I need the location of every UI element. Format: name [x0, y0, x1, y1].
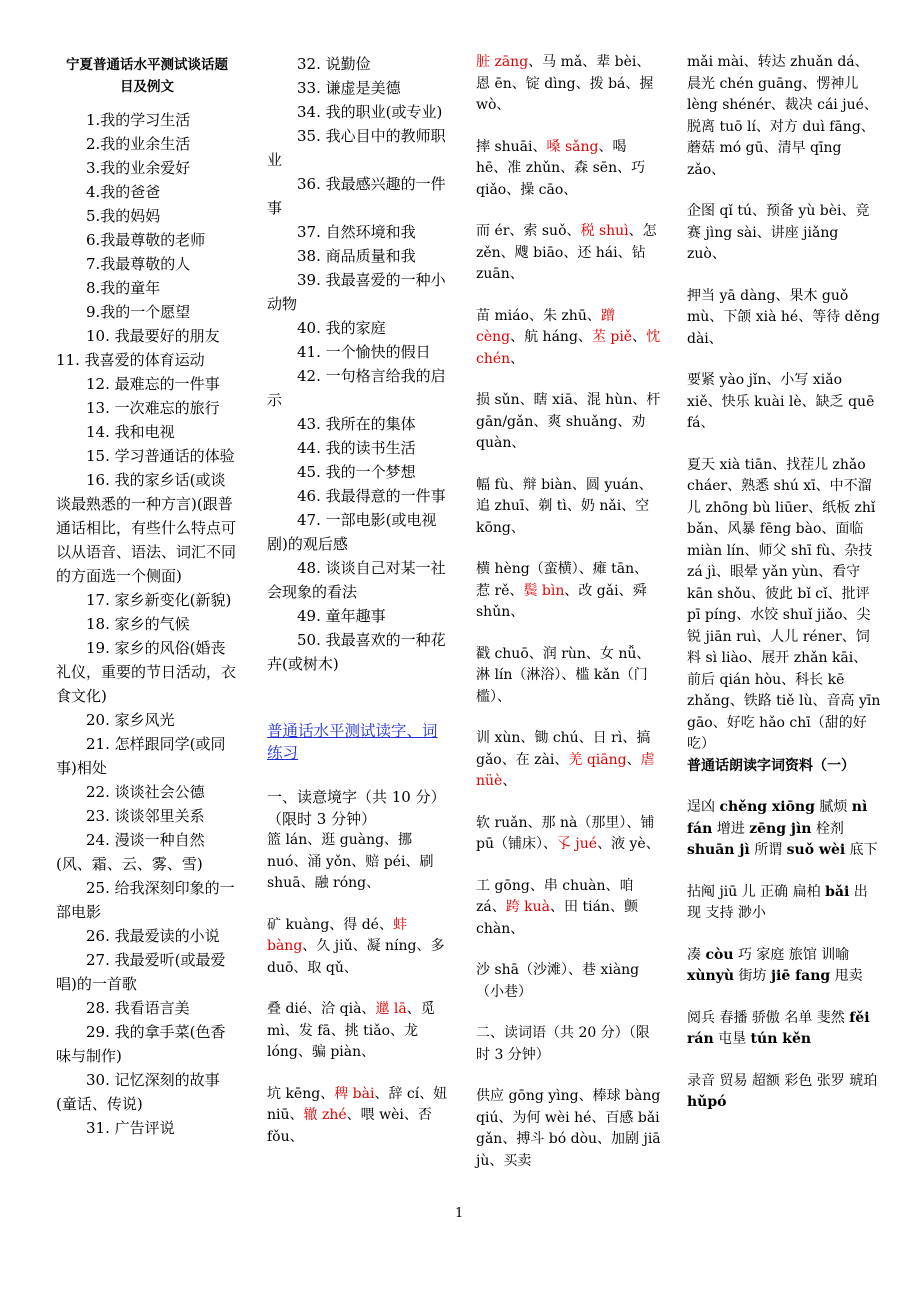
char-group	[476, 1023, 662, 1066]
topic-item: 46. 我最得意的一件事	[297, 487, 446, 505]
highlighted-char: 税 shuì	[580, 223, 629, 239]
word-group	[687, 1071, 881, 1114]
text-run: nì fán	[687, 799, 868, 837]
text-run: 凑	[687, 946, 706, 963]
char-group	[476, 644, 662, 709]
char-group	[476, 960, 662, 1003]
char-group	[267, 999, 449, 1064]
doc-title	[56, 54, 238, 98]
topic-item: 48. 谈谈自己对某一社会现象的看法	[267, 559, 446, 601]
text-run: 、改 gǎi、舜 shǔn、	[476, 582, 647, 620]
topic-item: 29. 我的拿手菜(色香味与制作)	[56, 1023, 226, 1065]
highlighted-char: 稗 bài	[334, 1085, 375, 1102]
text-run: 、马 mǎ、辈 bèi、恩 ēn、锭 dìng、拨 bá、握 wò、	[476, 54, 654, 113]
text-run: 、怎 zěn、飕 biāo、还 hái、钻 zuān、	[476, 223, 657, 282]
highlighted-char: 孓 jué	[556, 836, 598, 852]
topic-item: 6.我最尊敬的老师	[86, 231, 206, 249]
char-group	[267, 1084, 449, 1149]
topic-item: 19. 家乡的风俗(婚丧礼仪，重要的节日活动，衣食文化)	[56, 639, 237, 705]
topic-item: 42. 一句格言给我的启示	[267, 367, 446, 409]
column-3	[476, 52, 662, 1172]
topic-item: 15. 学习普通话的体验	[86, 447, 235, 465]
topic-item: 21. 怎样跟同学(或同事)相处	[56, 735, 226, 777]
text-run: 拈阄 jiū 儿 正确 扁柏	[687, 883, 826, 900]
text-run: 押当 yā dàng、果木 guǒ mù、下颌 xià hé、等待 děng dài、	[687, 287, 880, 347]
text-run: 、辞 cí、妞 niū、	[267, 1085, 448, 1123]
column-4	[687, 52, 881, 1114]
topic-item: 50. 我最喜欢的一种花卉(或树木)	[267, 631, 446, 673]
text-run: 工 gōng、串 chuàn、咱 zá、	[476, 877, 634, 915]
topic-item: 12. 最难忘的一件事	[86, 375, 220, 393]
text-run: 逞凶	[687, 799, 720, 815]
text-run: suǒ wèi	[786, 842, 846, 858]
text-run: jiē fang	[770, 968, 831, 984]
text-run: còu	[705, 946, 734, 963]
topic-list-1	[56, 108, 238, 1140]
text-run: shuān jì	[687, 842, 750, 858]
text-run: 横 hèng（蛮横）、瘫 tān、惹 rě、	[476, 561, 649, 599]
doc-title-line2: 目及例文	[120, 79, 174, 95]
char-group	[476, 390, 662, 455]
text-run: 、	[626, 751, 641, 768]
text-run: 、	[510, 350, 525, 367]
text-run: 出现 支持 渺小	[687, 883, 868, 921]
topic-item: 39. 我最喜爱的一种小动物	[267, 271, 446, 313]
word-group	[687, 882, 881, 925]
char-group	[476, 559, 662, 624]
text-run: 损 sǔn、瞎 xiā、混 hùn、杆 gān/gǎn、爽 shuǎng、劝 quàn、	[476, 392, 661, 451]
text-run: 街坊	[734, 968, 771, 984]
highlighted-char: 蹭 cèng	[476, 307, 615, 345]
text-run: 篮 lán、逛 guàng、挪 nuó、涌 yǒn、赔 péi、刷 shuā、融 róng、	[267, 832, 434, 891]
topic-item: 16. 我的家乡话(或谈谈最熟悉的一种方言)(跟普通话相比，有些什么特点可以从语音、语法、词汇不同的方面选一个侧面)	[56, 471, 237, 585]
text-run: 栓剂	[811, 820, 844, 837]
topic-item: 36. 我最感兴趣的一件事	[267, 175, 446, 217]
text-run: 、液 yè、	[597, 836, 660, 852]
highlighted-char: 羌 qiāng	[568, 751, 627, 768]
topic-item: 25. 给我深刻印象的一部电影	[56, 879, 235, 921]
topic-item: 2.我的业余生活	[86, 135, 191, 153]
text-run: 坑 kēng、	[267, 1085, 335, 1102]
topic-item: 8.我的童年	[86, 279, 161, 297]
text-run: 、喝 hē、准 zhǔn、森 sēn、巧 qiǎo、操 cāo、	[476, 138, 646, 198]
text-run: chěng xiōng	[719, 799, 815, 815]
text-run: 软 ruǎn、那 nà（那里）、铺 pū（铺床）、	[476, 814, 655, 852]
topic-item: 10. 我最要好的朋友	[86, 327, 220, 345]
word-group	[687, 945, 881, 988]
text-run: 、航 háng、	[510, 329, 592, 345]
section-heading: 普通话朗读字词资料（一）	[687, 757, 855, 774]
text-run: 所谓	[749, 842, 787, 858]
topic-item: 45. 我的一个梦想	[297, 463, 416, 481]
char-group	[476, 221, 662, 286]
text-run: 矿 kuàng、得 dé、	[267, 916, 393, 933]
char-group	[476, 728, 662, 793]
topic-item: 5.我的妈妈	[86, 207, 161, 225]
text-run: 戳 chuō、润 rùn、女 nǚ、淋 lín（淋浴）、槛 kǎn（门槛）、	[476, 645, 651, 705]
topic-item: 49. 童年趣事	[297, 607, 386, 625]
highlighted-char: 脏 zāng	[476, 54, 529, 70]
word-group	[687, 455, 881, 778]
text-run: 、	[502, 773, 517, 789]
topic-item: 31. 广告评说	[86, 1119, 175, 1137]
highlighted-char: 虐 nüè	[476, 751, 655, 789]
highlighted-char: 鬓 bìn	[523, 582, 565, 599]
topic-item: 43. 我所在的集体	[297, 415, 416, 433]
char-group	[476, 1086, 662, 1172]
topic-item: 7.我最尊敬的人	[86, 255, 191, 273]
text-run: tún kěn	[750, 1031, 812, 1047]
text-run: hǔpó	[687, 1094, 727, 1110]
topic-item: 14. 我和电视	[86, 423, 175, 441]
topic-item: 34. 我的职业(或专业)	[297, 103, 443, 121]
topic-item: 20. 家乡风光	[86, 711, 175, 729]
column-2	[267, 52, 449, 1148]
highlighted-char: 辙 zhé	[303, 1107, 347, 1123]
topic-item: 38. 商品质量和我	[297, 247, 416, 265]
text-run: 底下	[845, 842, 878, 858]
text-run: 、喂 wèi、否 fǒu、	[267, 1107, 432, 1145]
topic-item: 44. 我的读书生活	[297, 439, 416, 457]
text-run: zēng jìn	[749, 820, 812, 837]
topic-item: 4.我的爸爸	[86, 183, 161, 201]
topic-item: 3.我的业余爱好	[86, 159, 191, 177]
text-run: mǎi mài、转达 zhuǎn dá、晨光 chén guāng、愣神儿 lèng shénér、裁决 cái jué、脱离 tuō lí、对方 duì fāng、蘑菇 mó gū、清早 qīng zǎo、	[687, 54, 878, 178]
topic-item: 23. 谈谈邻里关系	[86, 807, 205, 825]
topic-item: 17. 家乡新变化(新貌)	[86, 591, 232, 609]
text-run: 屯垦	[713, 1031, 751, 1047]
highlighted-char: 苤 piě	[591, 329, 633, 345]
text-run: 幅 fù、辩 biàn、圆 yuán、追 zhuī、剃 tì、奶 nǎi、空 kōng、	[476, 476, 653, 536]
highlighted-char: 跨 kuà	[505, 899, 551, 915]
text-run: bǎi	[825, 883, 850, 900]
text-run: xùnyù	[687, 968, 735, 984]
topic-item: 13. 一次难忘的旅行	[86, 399, 220, 417]
reading-practice-link[interactable]: 普通话水平测试读字、词练习	[267, 722, 438, 762]
topic-item: 26. 我最爱读的小说	[86, 927, 220, 945]
char-group	[476, 137, 662, 202]
highlighted-char: 忱 chén	[476, 329, 661, 367]
word-group	[687, 370, 881, 435]
char-group	[267, 915, 449, 980]
highlighted-char: 蚌 bàng	[267, 916, 407, 954]
text-run: 阅兵 春播 骄傲 名单 斐然	[687, 1009, 850, 1026]
topic-item: 9.我的一个愿望	[86, 303, 191, 321]
text-run: 、田 tián、颤 chàn、	[476, 899, 638, 937]
topic-item: 22. 谈谈社会公德	[86, 783, 205, 801]
page-number: 1	[455, 1206, 464, 1221]
topic-item: 30. 记忆深刻的故事(童话、传说)	[56, 1071, 220, 1113]
topic-item: 47. 一部电影(或电视剧)的观后感	[267, 511, 437, 553]
topic-list-2	[267, 52, 449, 676]
word-group	[687, 201, 881, 266]
char-group	[476, 52, 662, 117]
text-run: fěi rán	[687, 1009, 870, 1047]
text-run: 企图 qǐ tú、预备 yù bèi、竞赛 jìng sài、讲座 jiǎng zuò、	[687, 203, 870, 262]
topic-item: 35. 我心目中的教师职业	[267, 127, 446, 169]
text-run: 夏天 xià tiān、找茬儿 zhǎo cháer、熟悉 shú xī、中不溜儿 zhōng bù liūer、纸板 zhǐ bǎn、风暴 fēng bào、面临 miàn lín、师父 shī fù、杂技 zá jì、眼晕 yǎn yùn、看守 kān shǒu、彼此 bǐ cǐ、批评 pī píng、水饺 shuǐ jiǎo、尖锐 jiān ruì、人儿 réner、饲料 sì liào、展开 zhǎn kāi、前后 qián hòu、科长 kē zhǎng、铁路 tiě lù、音高 yīn gāo、好吃 hǎo chī（甜的好吃）	[687, 456, 881, 752]
text-run: 供应 gōng yìng、棒球 bàng qiú、为何 wèi hé、百感 bǎi gǎn、搏斗 bó dòu、加剧 jiā jù、买卖	[476, 1088, 661, 1169]
topic-item: 11. 我喜爱的体育运动	[56, 351, 205, 369]
text-run: 摔 shuāi、	[476, 138, 547, 155]
topic-item: 41. 一个愉快的假日	[297, 343, 431, 361]
topic-item: 1.我的学习生活	[86, 111, 191, 129]
topic-item: 18. 家乡的气候	[86, 615, 190, 633]
text-run: 、觅 mì、发 fā、挑 tiǎo、龙 lóng、骗 piàn、	[267, 1001, 435, 1060]
char-group	[476, 876, 662, 941]
topic-item: 33. 谦虚是美德	[297, 79, 401, 97]
highlighted-char: 嗓 sǎng	[546, 138, 599, 155]
topic-item: 28. 我看语言美	[86, 999, 190, 1017]
topic-item: 24. 漫谈一种自然(风、霜、云、雾、雪)	[56, 831, 205, 873]
text-run: 沙 shā（沙滩）、巷 xiàng（小巷）	[476, 962, 640, 1000]
text-run: 、	[632, 329, 647, 345]
word-group	[687, 286, 881, 351]
word-group	[687, 797, 881, 862]
word-group	[687, 1008, 881, 1051]
char-group	[476, 475, 662, 540]
char-practice-list	[267, 830, 449, 1148]
text-run: 叠 dié、洽 qià、	[267, 1001, 376, 1017]
text-run: 录音 贸易 超额 彩色 张罗 琥珀	[687, 1072, 878, 1089]
word-group	[687, 52, 881, 181]
text-run: 而 ér、索 suǒ、	[476, 223, 581, 239]
text-run: 腻烦	[814, 799, 852, 815]
topic-item: 40. 我的家庭	[297, 319, 386, 337]
text-run: 要紧 yào jǐn、小写 xiǎo xiě、快乐 kuài lè、缺乏 quē fá、	[687, 372, 875, 431]
topic-item: 27. 我最爱听(或最爱唱)的一首歌	[56, 951, 226, 993]
char-group	[476, 813, 662, 856]
char-group	[476, 306, 662, 371]
column-1	[56, 52, 238, 1140]
doc-title-line1: 宁夏普通话水平测试谈话题	[66, 57, 228, 73]
text-run: 增进	[712, 820, 750, 837]
text-run: 、久 jiǔ、凝 níng、多 duō、取 qǔ、	[267, 938, 445, 976]
text-run: 苗 miáo、朱 zhū、	[476, 307, 601, 324]
highlighted-char: 邋 lā	[375, 1001, 407, 1017]
topic-item: 37. 自然环境和我	[297, 223, 416, 241]
char-group	[267, 830, 449, 895]
section-1-heading: 一、读意境字（共 10 分）（限时 3 分钟）	[267, 788, 446, 828]
text-run: 甩卖	[830, 968, 863, 984]
text-run: 训 xùn、锄 chú、日 rì、搞 gǎo、在 zài、	[476, 730, 651, 768]
topic-item: 32. 说勤俭	[297, 55, 371, 73]
text-run: 二、读词语（共 20 分）（限时 3 分钟）	[476, 1025, 650, 1063]
text-run: 巧 家庭 旅馆 训喻	[733, 946, 850, 963]
